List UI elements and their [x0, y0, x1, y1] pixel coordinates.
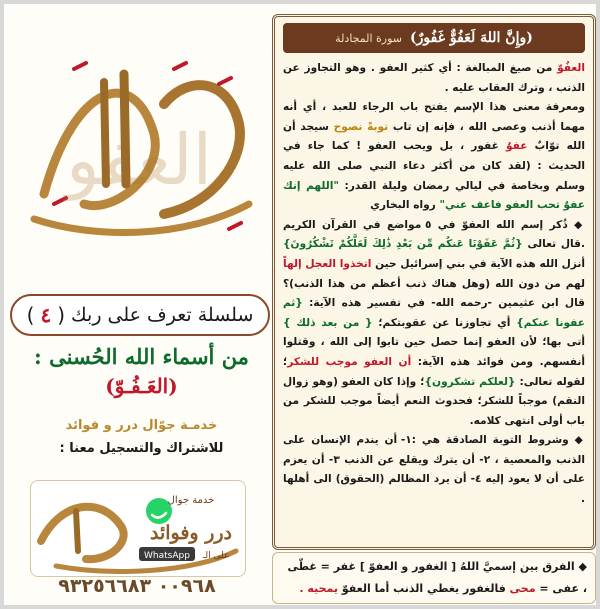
name-al-afuw: (العَـفُـوّ) — [105, 374, 178, 398]
body-text — [283, 59, 585, 510]
paren-close: ) — [26, 303, 35, 327]
paren-open: ( — [57, 303, 66, 327]
calligraphy-al-afuw — [14, 44, 264, 249]
paragraph-repentance: ◆ وشروط التوبة الصادقة هي :١- أن يندم الإنسان على الذنب والمعصية ، ٢- أن يترك ويقلع عن الذنب ٣- أن يعزم على أن لا يعود إليه ٤- أن يرد المظالم (الحقوق) الى أهلها . — [283, 434, 585, 506]
logo-main-text: درر وفوائد — [149, 522, 233, 544]
content-panel — [272, 14, 596, 550]
title-bar — [283, 23, 585, 53]
logo-top-text: خدمة جوال — [167, 495, 215, 506]
paragraph-quran: ◆ ذُكر إسم الله العفوّ في ٥ مواضع في القرآن الكريم .قال تعالى {ثُمَّ عَفَوْنَا عَنكُم مِّن بَعْدِ ذَٰلِكَ لَعَلَّكُمْ تَشْكُرُونَ} أنزل الله هذه الآية في بني إسرائيل حين اتخذوا العجل إلهاً لهم من دون الله (وهل هناك ذنب أعظم من هذا الذنب)؟ قال ابن عثيمين -رحمه الله- في تفسير هذه الآية: {ثم عفونا عنكم} أي تجاوزنا عن عقوبتكم؛ { من بعد ذلك } أتى بها؛ لأن العفو إنما حصل حين تابوا إلى الله ، وقتلوا أنفسهم. ومن فوائد هذه الآية: أن العفو موجب للشكر؛ لقوله تعالى: {لعلكم تشكرون}؛ وإذا كان العفو (وهو زوال النقم) موجباً للشكر؛ فحدوث النعم أيضاً موجب للشكر من باب أولى انتهى كلامه. — [283, 218, 586, 427]
series-number: ٤ — [40, 303, 52, 327]
series-banner — [10, 294, 270, 336]
service-title: خدمـة جوّال درر و فوائد — [65, 418, 218, 433]
logo-small-text: على الـ — [202, 551, 230, 561]
subscribe-text: للاشتراك والتسجيل معنا : — [59, 441, 224, 456]
surah-name: سورة المجادلة — [335, 31, 403, 45]
difference-note: ◆ الفرق بين إسميَّ اللهُ [ الغفور و العفوّ ] غفر = غطّى ، عفى = محى فالغفور يغطي الذنب أما العفوّ يمحيه . — [272, 552, 596, 604]
verse-text: (وإِنَّ اللهَ لَعَفُوٌّ غَفُورٌ) — [410, 30, 533, 46]
paragraph-meaning: ومعرفة معنى هذا الإسم يفتح باب الرجاء للعبد ، أي أنه مهما أذنب وعصى الله ، فإنه إن تاب توبةً نصوح سيجد أن الله توّابٌ عفوٌ غفور ، بل ويحب العفو ! كما جاء في الحديث : (لقد كان من أكثر دعاء النبي صلى الله عليه وسلم وبخاصة في ليالي رمضان وليلة القدر: "اللهم إنك عفوٌ تحب العفو فاعف عني" رواه البخاري — [283, 101, 586, 212]
names-heading: من أسماء الله الحُسنى : — [34, 344, 249, 369]
logo-badge-text: WhatsApp — [144, 551, 190, 561]
logo-art — [31, 481, 245, 576]
durar-logo — [30, 480, 246, 577]
calligraphy-text: العفو — [65, 119, 213, 201]
paragraph-definition: العفُوّ من صيغ المبالغة : أي كثير العفو . وهو التجاوز عن الذنب ، وترك العقاب عليه . — [283, 62, 585, 94]
phone-number: ٠٠٩٦٨ ٩٣٢٥٦٦٨٣ — [58, 575, 216, 597]
series-title: سلسلة تعرف على ربك — [71, 304, 254, 326]
